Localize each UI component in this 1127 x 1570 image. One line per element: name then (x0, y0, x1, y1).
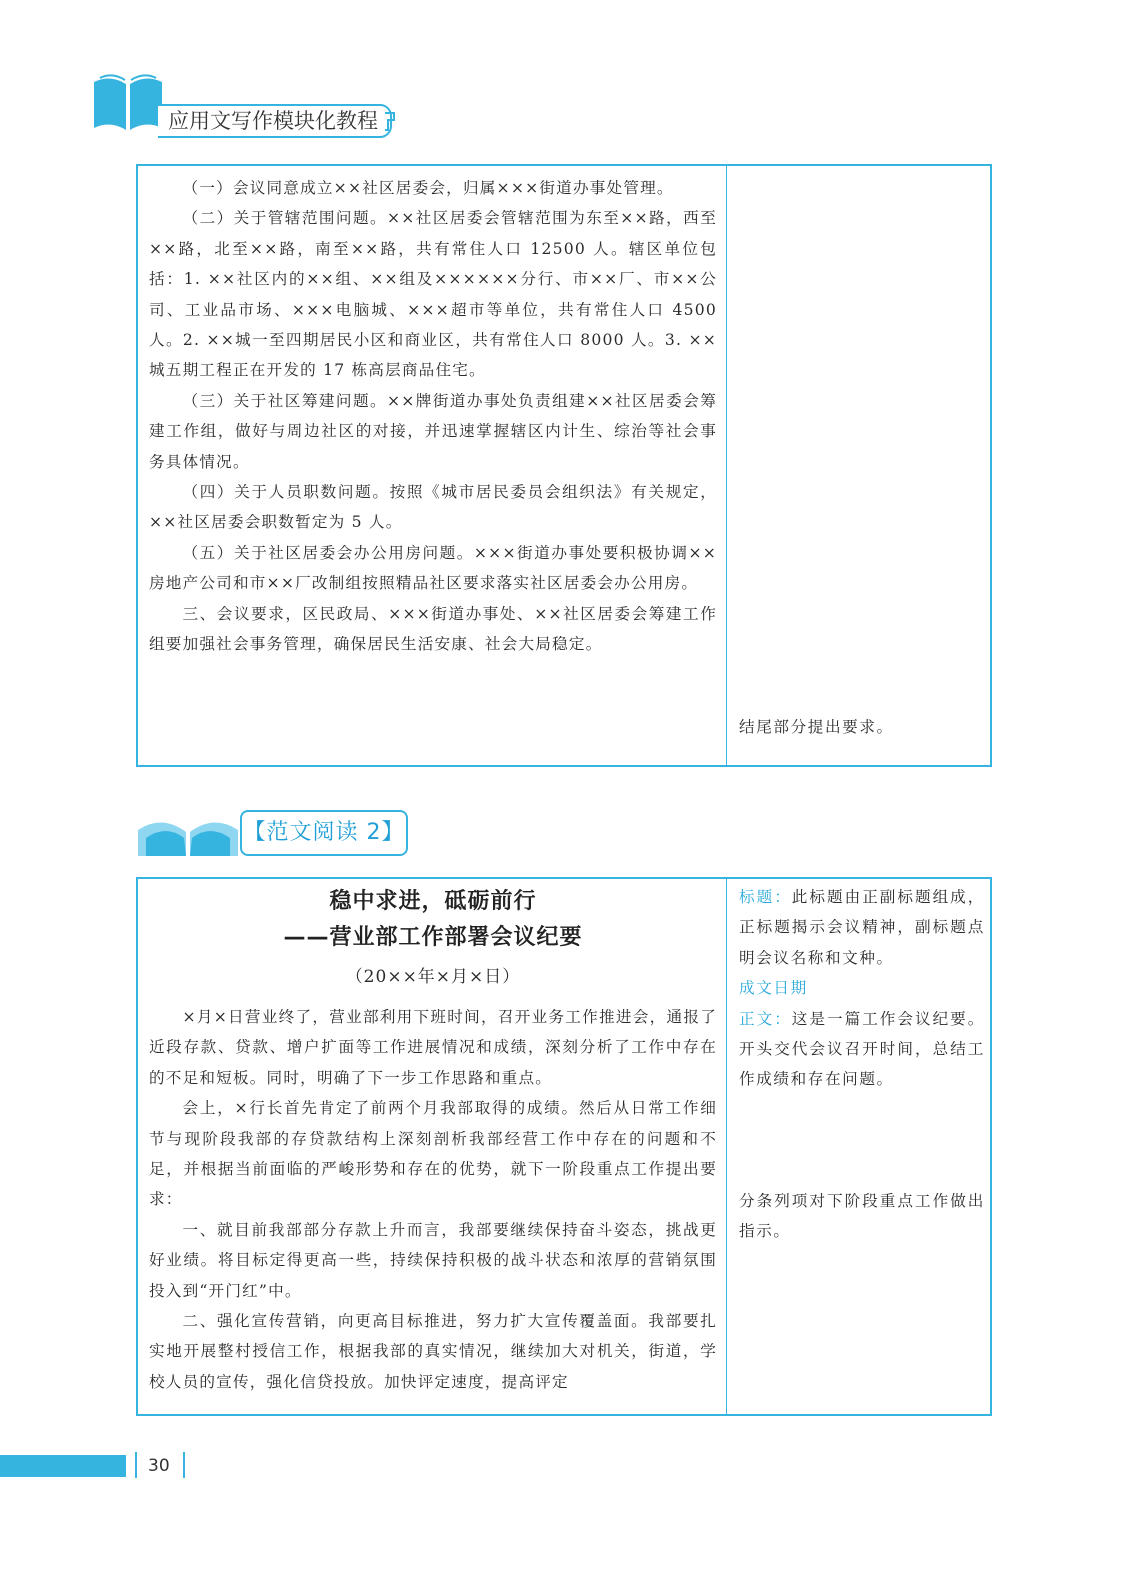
annotation-date-label: 成文日期 (739, 979, 808, 998)
column-divider (726, 166, 727, 765)
annotation-text: 这是一篇工作会议纪要。开头交代会议召开时间，总结工作成绩和存在问题。 (739, 1009, 985, 1089)
paragraph: 二、强化宣传营销，向更高目标推进，努力扩大宣传覆盖面。我部要扎实地开展整村授信工作，根据我部的真实情况，继续加大对机关，街道，学校人员的宣传，强化信贷投放。加快评定速度，提高评定 (149, 1312, 717, 1391)
paragraph: （三）关于社区筹建问题。××牌街道办事处负责组建××社区居委会筹建工作组，做好与周边社区的对接，并迅速掌握辖区内计生、综治等社会事务具体情况。 (149, 391, 717, 471)
book-title: 应用文写作模块化教程 (158, 104, 392, 138)
annotation-body-note (739, 1004, 985, 1095)
annotation-note: 结尾部分提出要求。 (739, 718, 894, 736)
bookmark-tab-icon (384, 112, 396, 132)
annotation-title-note (739, 882, 985, 973)
annotation-items-note: 分条列项对下阶段重点工作做出指示。 (739, 1191, 985, 1241)
paragraph: （二）关于管辖范围问题。××社区居委会管辖范围为东至××路，西至××路，北至××路，南至××路，共有常住人口 12500 人。辖区单位包括：1. ××社区内的××组、××组及××××××分行、市××厂、市××公司、工业品市场、×××电脑城、×××超市等单位，共有常住人口 4500 人。2. ××城一至四期居民小区和商业区，共有常住人口 8000 人。3. ××城五期工程正在开发的 17 栋高层商品住宅。 (149, 209, 717, 380)
annotation-column (739, 712, 985, 742)
paragraph: 一、就目前我部部分存款上升而言，我部要继续保持奋斗姿态，挑战更好业绩。将目标定得更高一些，持续保持积极的战斗状态和浓厚的营销氛围投入到“开门红”中。 (149, 1220, 717, 1300)
column-divider (726, 879, 727, 1414)
open-book-wings-icon (136, 812, 240, 858)
section-heading: 【范文阅读 2】 (240, 810, 408, 856)
annotation-column (739, 882, 985, 1247)
document-subtitle: ——营业部工作部署会议纪要 (283, 925, 583, 950)
main-text-column (149, 879, 717, 1397)
paragraph: 三、会议要求，区民政局、×××街道办事处、××社区居委会筹建工作组要加强社会事务管理，确保居民生活安康、社会大局稳定。 (149, 604, 717, 654)
page-header (0, 0, 1127, 150)
page-number: 30 (148, 1456, 170, 1476)
open-book-icon (92, 74, 164, 132)
paragraph: （四）关于人员职数问题。按照《城市居民委员会组织法》有关规定，××社区居委会职数暂定为 5 人。 (149, 483, 717, 532)
footer-divider (183, 1452, 185, 1478)
paragraph: （五）关于社区居委会办公用房问题。×××街道办事处要积极协调××房地产公司和市××厂改制组按照精品社区要求落实社区居委会办公用房。 (149, 543, 717, 593)
paragraph: ×月×日营业终了，营业部利用下班时间，召开业务工作推进会，通报了近段存款、贷款、增户扩面等工作进展情况和成绩，深刻分析了工作中存在的不足和短板。同时，明确了下一步工作思路和重点。 (149, 1008, 717, 1087)
document-title: 稳中求进，砥砺前行 (329, 889, 537, 914)
footer-divider (135, 1452, 137, 1478)
annotation-text: 此标题由正副标题组成，正标题揭示会议精神，副标题点明会议名称和文种。 (739, 888, 985, 967)
paragraph: （一）会议同意成立××社区居委会，归属×××街道办事处管理。 (182, 179, 674, 197)
example-table-2 (136, 877, 992, 1416)
example-table-1 (136, 164, 992, 767)
main-text-column (149, 173, 717, 660)
paragraph: 会上，×行长首先肯定了前两个月我部取得的成绩。然后从日常工作细节与现阶段我部的存贷款结构上深刻剖析我部经营工作中存在的问题和不足，并根据当前面临的严峻形势和存在的优势，就下一阶段重点工作提出要求： (149, 1099, 717, 1209)
annotation-label: 标题： (739, 888, 792, 906)
document-date: （20××年×月×日） (345, 967, 521, 987)
footer-bar (0, 1455, 126, 1477)
annotation-label: 正文： (739, 1009, 792, 1028)
